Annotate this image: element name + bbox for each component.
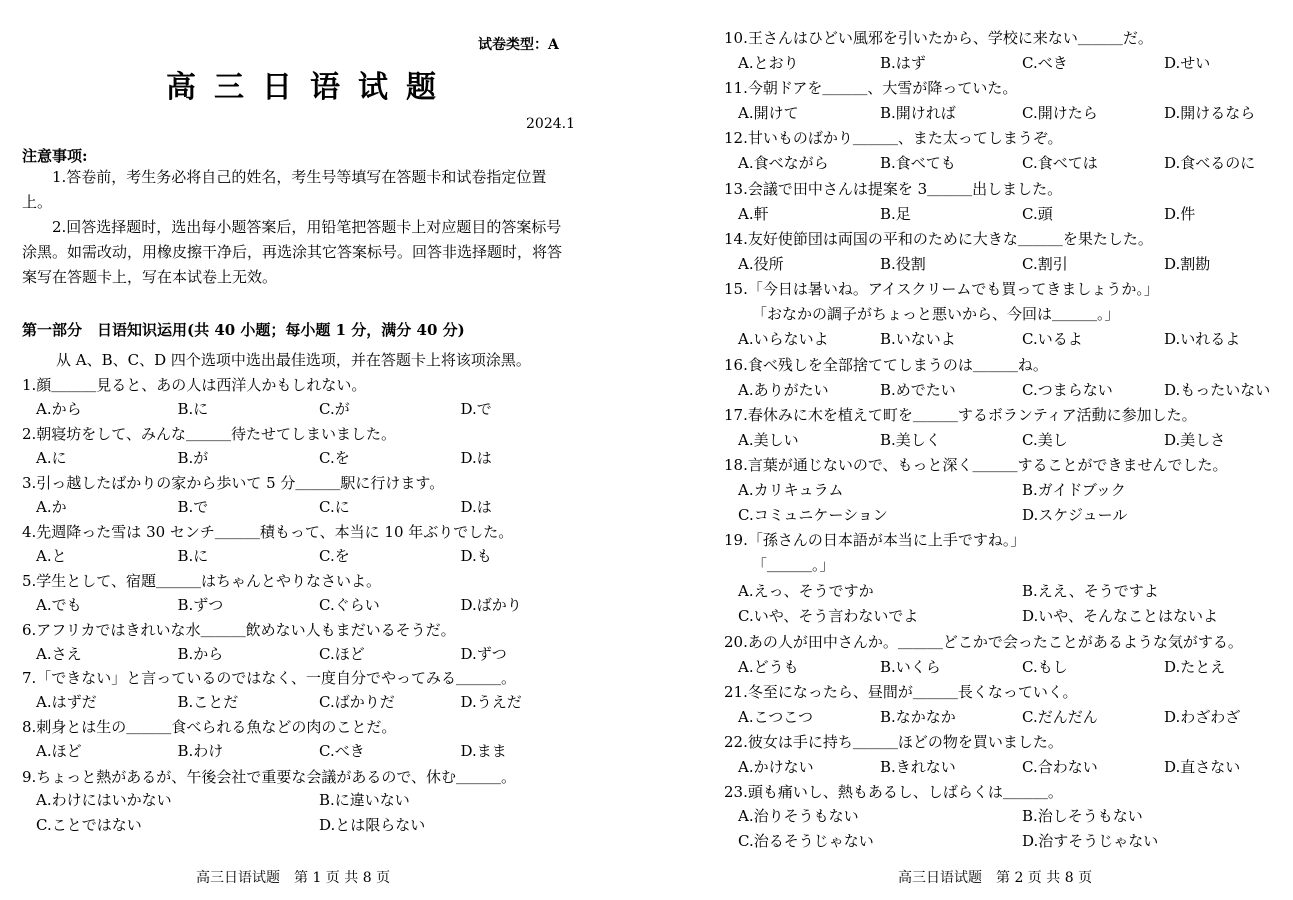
option-a: A.に [36,448,67,467]
option-d: D.美しさ [1164,431,1226,450]
section-instruction: 从 A、B、C、D 四个选项中选出最佳选项，并在答题卡上将该项涂黑。 [56,351,531,369]
option-d: D.とは限らない [319,816,426,834]
option-b: B.なかなか [880,708,956,727]
option-b: B.が [177,448,209,467]
page-2 [700,0,1293,900]
option-a: A.治りそうもない [738,807,859,825]
option-c: C.べき [319,742,365,761]
option-a: A.えっ、そうですか [738,582,874,600]
page-title: 高三日语试题 [166,70,454,105]
option-c: C.ぐらい [319,595,380,614]
option-b: B.から [177,644,224,663]
option-b: B.いないよ [880,330,956,348]
question-text: 12.甘いものばかり＿＿＿、また太ってしまうぞ。 [724,129,1063,148]
option-c: C.ほど [319,644,365,663]
option-a: A.ほど [36,742,82,761]
option-d: D.直さない [1164,758,1241,777]
option-c: C.美し [1022,431,1068,450]
option-d: D.ばかり [460,595,522,614]
page-footer: 高三日语试题 第 2 页 共 8 页 [898,870,1093,886]
option-a: A.はずだ [36,693,97,712]
option-b: B.ことだ [177,693,239,712]
option-b: B.に違いない [319,791,410,809]
option-d: D.割勘 [1164,254,1211,273]
option-b: B.わけ [177,742,224,761]
option-d: D.たとえ [1164,658,1226,676]
question-text: 23.頭も痛いし、熱もあるし、しばらくは＿＿＿。 [724,783,1063,801]
option-b: B.美しく [880,431,941,450]
option-c: C.いや、そう言わないでよ [738,607,919,625]
option-c: C.を [319,546,350,565]
option-d: D.は [460,448,492,467]
question-text: 16.食べ残しを全部捨ててしまうのは＿＿＿ね。 [724,356,1048,374]
option-c: C.が [319,400,350,418]
option-d: D.いや、そんなことはないよ [1022,607,1218,625]
question-text: 13.会議で田中さんは提案を 3＿＿＿出しました。 [724,179,1063,198]
option-a: A.か [36,497,67,516]
option-b: B.きれない [880,758,956,777]
option-a: A.いらないよ [738,330,829,348]
option-d: D.は [460,497,492,516]
question-text: 5.学生として、宿題＿＿＿はちゃんとやりなさいよ。 [22,571,382,590]
option-a: A.ありがたい [738,381,829,399]
notice-item-2: 2.回答选择题时，选出每小题答案后，用铅笔把答题卡上对应题目的答案标号涂黑。如需改动，用橡皮擦干净后，再选涂其它答案标号。回答非选择题时，将答案写在答题卡上，写在本试卷上无效。 [22,218,563,286]
option-d: D.もったいない [1164,381,1271,399]
question-text: 10.王さんはひどい風邪を引いたから、学校に来ない＿＿＿だ。 [724,29,1153,47]
option-c: C.ばかりだ [319,693,395,712]
option-b: B.役割 [880,254,926,273]
question-text: 4.先週降った雪は 30 センチ＿＿＿積もって、本当に 10 年ぶりでした。 [22,522,514,541]
notice-heading: 注意事项: [22,147,88,165]
option-a: A.開けて [738,104,799,123]
question-text: 3.引っ越したばかりの家から歩いて 5 分＿＿＿駅に行けます。 [22,473,445,492]
question-text: 19.「孫さんの日本語が本当に上手ですね。」 [724,531,1026,549]
option-b: B.で [177,497,209,516]
option-c: C.開けたら [1022,104,1098,123]
question-text-line2: 「おなかの調子がちょっと悪いから、今回は＿＿＿。」 [752,305,1120,323]
question-text: 20.あの人が田中さんか。＿＿＿どこかで会ったことがあるような気がする。 [724,633,1243,651]
question-text: 17.春休みに木を植えて町を＿＿＿するボランティア活動に参加した。 [724,406,1197,425]
option-b: B.治しそうもない [1022,807,1143,825]
option-a: A.食べながら [738,154,829,173]
option-a: A.どうも [738,658,799,676]
question-text: 18.言葉が通じないので、もっと深く＿＿＿することができませんでした。 [724,456,1228,474]
option-d: D.開けるなら [1164,104,1256,123]
option-b: B.ずつ [177,595,224,614]
option-c: C.べき [1022,54,1068,72]
option-c: C.治るそうじゃない [738,832,874,850]
question-text: 9.ちょっと熱があるが、午後会社で重要な会議があるので、休む＿＿＿。 [22,768,517,786]
question-text: 15.「今日は暑いね。アイスクリームでも買ってきましょうか。」 [724,280,1159,298]
option-c: C.に [319,497,350,516]
question-text: 7.「できない」と言っているのではなく、一度自分でやってみる＿＿＿。 [22,669,517,688]
option-b: B.ええ、そうですよ [1022,582,1159,600]
option-c: C.合わない [1022,758,1098,777]
notice-item-1: 1.答卷前，考生务必将自己的姓名，考生号等填写在答题卡和试卷指定位置上。 [22,168,547,211]
option-c: C.もし [1022,658,1068,676]
option-b: B.足 [880,204,911,223]
option-d: D.も [460,546,492,565]
option-d: D.件 [1164,204,1196,223]
section-title: 第一部分 日语知识运用(共 40 小题；每小题 1 分，满分 40 分) [22,321,465,339]
option-d: D.いれるよ [1164,330,1241,348]
option-c: C.コミュニケーション [738,506,888,524]
option-b: B.ガイドブック [1022,481,1126,499]
option-a: A.と [36,546,67,565]
option-a: A.かけない [738,758,814,777]
option-d: D.で [460,400,492,418]
option-a: A.こつこつ [738,708,814,727]
option-d: D.治すそうじゃない [1022,832,1159,850]
page-1 [0,0,600,900]
question-text: 22.彼女は手に持ち＿＿＿ほどの物を買いました。 [724,733,1063,752]
option-a: A.でも [36,595,82,614]
option-c: C.食べては [1022,154,1098,173]
option-d: D.食べるのに [1164,154,1256,173]
question-text: 1.顔＿＿＿見ると、あの人は西洋人かもしれない。 [22,376,367,394]
option-b: B.開ければ [880,104,956,123]
option-c: C.頭 [1022,204,1053,223]
question-text: 8.刺身とは生の＿＿＿食べられる魚などの肉のことだ。 [22,718,397,737]
option-a: A.さえ [36,644,82,663]
option-c: C.だんだん [1022,708,1098,727]
option-d: D.わざわざ [1164,708,1241,727]
option-a: A.軒 [738,204,769,223]
option-c: C.を [319,448,350,467]
option-a: A.わけにはいかない [36,791,172,809]
question-text: 2.朝寝坊をして、みんな＿＿＿待たせてしまいました。 [22,424,397,443]
option-a: A.美しい [738,431,799,450]
option-b: B.はず [880,54,926,72]
option-b: B.食べても [880,154,956,173]
question-text: 11.今朝ドアを＿＿＿、大雪が降っていた。 [724,79,1018,98]
option-b: B.に [177,400,209,418]
question-text: 21.冬至になったら、昼間が＿＿＿長くなっていく。 [724,683,1078,702]
option-a: A.とおり [738,54,799,72]
option-d: D.せい [1164,54,1211,72]
option-b: B.めでたい [880,381,956,399]
exam-date: 2024.1 [526,116,575,132]
question-text: 6.アフリカではきれいな水＿＿＿飲めない人もまだいるそうだ。 [22,620,456,639]
option-d: D.まま [460,742,507,761]
option-a: A.役所 [738,254,784,273]
option-c: C.いるよ [1022,330,1083,348]
option-d: D.スケジュール [1022,506,1128,524]
option-c: C.割引 [1022,254,1068,273]
option-c: C.ことではない [36,816,142,834]
question-text-line2: 「＿＿＿。」 [752,556,835,574]
option-a: A.カリキュラム [738,481,844,499]
option-d: D.ずつ [460,644,507,663]
option-d: D.うえだ [460,693,522,712]
option-a: A.から [36,400,82,418]
option-b: B.いくら [880,658,941,676]
page-footer: 高三日语试题 第 1 页 共 8 页 [196,870,391,886]
option-b: B.に [177,546,209,565]
option-c: C.つまらない [1022,381,1113,399]
question-text: 14.友好使節団は両国の平和のために大きな＿＿＿を果たした。 [724,229,1153,248]
paper-type: 试卷类型：A [478,37,559,53]
